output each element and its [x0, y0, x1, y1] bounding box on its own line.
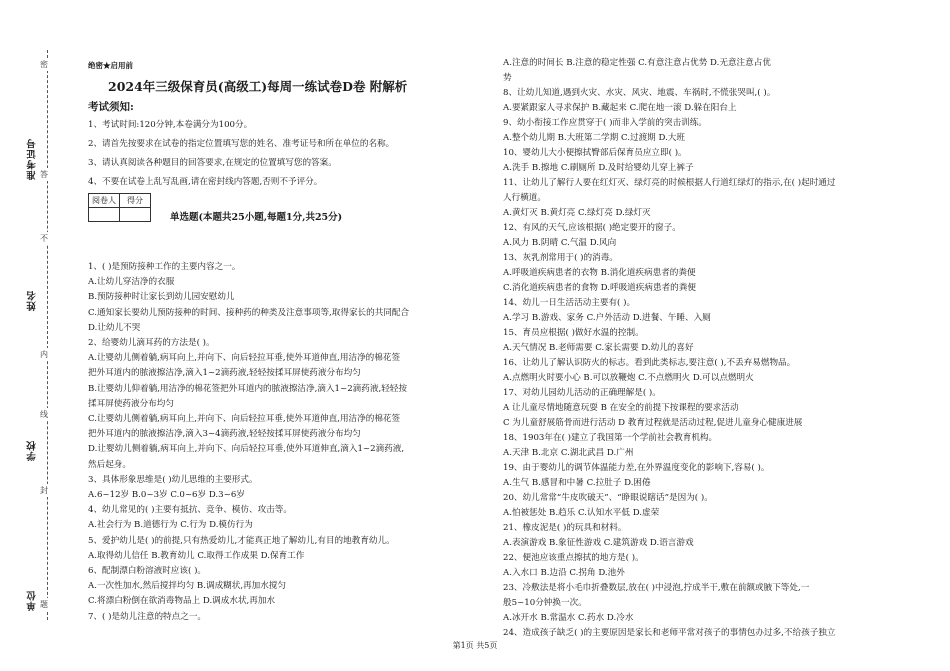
notice-item: 3、请认真阅读各种题目的回答要求,在规定的位置填写您的答案。 — [88, 158, 337, 168]
question-line: 5、爱护幼儿是( )的前提,只有热爱幼儿,才能真正地了解幼儿,有目的地教育幼儿。 — [88, 535, 395, 546]
question-line: A.表演游戏 B.象征性游戏 C.建筑游戏 D.语言游戏 — [503, 538, 694, 548]
question-line: A.入水口 B.边沿 C.拐角 D.池外 — [503, 568, 625, 578]
question-line: 把外耳道内的脓液擦洁净,滴入1~2滴药液,轻轻按揉耳屏使药液分布均匀 — [88, 368, 361, 379]
gutter-label-exam-number: 准考证号 — [27, 138, 38, 180]
notice-item: 1、考试时间:120分钟,本卷满分为100分。 — [88, 120, 253, 130]
question-line: 人行横道。 — [503, 193, 546, 203]
question-line: 16、让幼儿了解认识防火的标志。看到此类标志,要注意( ),不丢弃易燃物品。 — [503, 358, 796, 368]
question-line: B.让婴幼儿仰着躺,用洁净的棉花签把外耳道内的脓液擦洁净,滴入1~2滴药液,轻轻按 — [88, 383, 407, 394]
question-line: 22、便池应该重点擦拭的地方是( )。 — [503, 553, 644, 563]
question-line: A.要紧跟家人寻求保护 B.藏起来 C.爬在地一滚 D.躲在阳台上 — [503, 103, 737, 113]
question-line: 23、冷敷法是将小毛巾折叠数层,放在( )中浸泡,拧成半干,敷在前额或腋下等处,一 — [503, 583, 810, 593]
question-line: 般5~10分钟换一次。 — [503, 598, 587, 608]
question-line: 4、幼儿常见的( )主要有抵抗、竞争、模仿、攻击等。 — [88, 505, 292, 516]
question-line: A 让儿童尽情地随意玩耍 B 在安全的前提下按课程的要求活动 — [503, 403, 739, 413]
gutter-label-unit: 单位 — [27, 590, 38, 611]
question-line: A.一次性加水,然后搅拌均匀 B.调成糊状,再加水搅匀 — [88, 581, 287, 592]
question-line: A.呼吸道疾病患者的衣物 B.消化道疾病患者的粪便 — [503, 268, 696, 278]
question-line: 7、( )是幼儿注意的特点之一。 — [88, 611, 207, 622]
question-line: C.通知家长要幼儿预防接种的时间、接种药的种类及注意事项等,取得家长的共同配合 — [88, 307, 410, 318]
question-line: 19、由于婴幼儿的调节体温能力差,在外界温度变化的影响下,容易( )。 — [503, 463, 770, 473]
question-line: 10、婴幼儿大小便擦拭臀部后保育员应立即( )。 — [503, 148, 687, 158]
question-line: B.预防接种时让家长到幼儿园安慰幼儿 — [88, 292, 235, 303]
question-line: 13、灰乳剂常用于( )的消毒。 — [503, 253, 618, 263]
question-line: 势 — [503, 73, 512, 83]
question-line: 2、给婴幼儿滴耳药的方法是( )。 — [88, 338, 215, 348]
notice-item: 2、请首先按要求在试卷的指定位置填写您的姓名、准考证号和所在单位的名称。 — [88, 139, 395, 149]
seal-mark-xian: 线 — [40, 410, 48, 419]
question-line: C.将漂白粉倒在欲消毒物品上 D.调成水状,再加水 — [88, 596, 276, 607]
page-number: 第1页 共5页 — [452, 641, 498, 650]
seal-mark-nei: 内 — [40, 350, 48, 359]
gutter-label-school: 学校 — [27, 440, 38, 461]
question-line: 9、幼小衔接工作应贯穿于( )而非入学前的突击训练。 — [503, 118, 707, 128]
question-line: 20、幼儿常常“牛皮吹破天”、“睁眼说瞎话”是因为( )。 — [503, 493, 713, 503]
section-heading: 单选题(本题共25小题,每题1分,共25分) — [170, 212, 343, 223]
question-line: A.让幼儿穿洁净的衣服 — [88, 277, 175, 288]
seal-mark-bu: 不 — [40, 234, 48, 243]
question-line: A.黄灯灭 B.黄灯亮 C.绿灯亮 D.绿灯灭 — [503, 208, 651, 218]
gutter-label-name: 姓名 — [27, 290, 38, 311]
question-line: C 为儿童舒展筋骨而进行活动 D 教育过程就是活动过程,促进儿童身心健康进展 — [503, 418, 803, 428]
question-line: 揉耳屏使药液分布均匀 — [88, 398, 174, 409]
question-line: D.让幼儿不哭 — [88, 322, 141, 333]
question-line: A.怕被惩处 B.趋乐 C.认知水平低 D.虚荣 — [503, 508, 660, 518]
question-line: A.风力 B.阴晴 C.气温 D.风向 — [503, 238, 617, 248]
question-line: 14、幼儿一日生活活动主要有( )。 — [503, 298, 636, 308]
question-line: A.整个幼儿期 B.大班第二学期 C.过渡期 D.大班 — [503, 133, 685, 143]
seal-gutter — [0, 0, 80, 671]
question-line: A.洗手 B.擦地 C.刷厕所 D.及时给婴幼儿穿上裤子 — [503, 163, 694, 173]
notice-item: 4、不要在试卷上乱写乱画,请在密封线内答题,否则不予评分。 — [88, 177, 323, 187]
question-line: 11、让幼儿了解行人要在红灯灭、绿灯亮的时候根据人行道红绿灯的指示,在( )起时通过 — [503, 178, 836, 188]
seal-line — [47, 50, 48, 620]
seal-mark-feng: 封 — [40, 486, 48, 495]
question-line: 8、让幼儿知道,遇到火灾、水灾、风灾、地震、车祸时,不慌张哭叫,( )。 — [503, 88, 776, 98]
question-line: 17、对幼儿园幼儿活动的正确理解是( )。 — [503, 388, 661, 398]
question-line: 3、具体形象思维是( )幼儿思维的主要形式。 — [88, 474, 258, 485]
question-line: C.消化道疾病患者的食物 D.呼吸道疾病患者的粪便 — [503, 283, 696, 293]
question-line: 24、造成孩子缺乏( )的主要原因是家长和老师平常对孩子的事情包办过多,不给孩子独立 — [503, 628, 836, 638]
question-line: D.让婴幼儿侧着躺,病耳向上,并向下、向后轻拉耳垂,使外耳道伸直,滴入1~2滴药液, — [88, 444, 405, 455]
question-line: A.点燃明火时要小心 B.可以放鞭炮 C.不点燃明火 D.可以点燃明火 — [503, 373, 754, 383]
score-table — [88, 193, 151, 222]
question-line: 6、配制漂白粉溶液时应该( )。 — [88, 566, 207, 576]
question-line: A.学习 B.游戏、家务 C.户外活动 D.进餐、午睡、入厕 — [503, 313, 711, 323]
question-line: A.天气情况 B.老师需要 C.家长需要 D.幼儿的喜好 — [503, 343, 694, 353]
score-table-score-cell[interactable] — [120, 208, 151, 222]
notice-heading: 考试须知: — [88, 101, 134, 113]
question-line: A.天津 B.北京 C.湖北武昌 D.广州 — [503, 448, 634, 458]
question-line: C.让婴幼儿侧着躺,病耳向上,并向下、向后轻拉耳垂,使外耳道伸直,用洁净的棉花签 — [88, 414, 401, 424]
seal-mark-mi: 密 — [40, 60, 48, 69]
question-line: 18、1903年在( )建立了我国第一个学前社会教育机构。 — [503, 433, 718, 443]
secret-label: 绝密★启用前 — [88, 61, 133, 70]
score-table-grader-cell[interactable] — [89, 208, 120, 222]
question-line: A.冰开水 B.常温水 C.药水 D.冷水 — [503, 613, 634, 623]
question-line: A.取得幼儿信任 B.教育幼儿 C.取得工作成果 D.保育工作 — [88, 550, 305, 561]
question-line: 然后起身。 — [88, 459, 131, 470]
question-line: A.让婴幼儿侧着躺,病耳向上,并向下、向后轻拉耳垂,使外耳道伸直,用洁净的棉花签 — [88, 353, 401, 364]
question-line: A.注意的时间长 B.注意的稳定性强 C.有意注意占优势 D.无意注意占优 — [503, 58, 771, 68]
seal-mark-ti: 题 — [40, 600, 48, 609]
question-line: 12、有风的天气,应该根据( )绝定要开的窗子。 — [503, 223, 681, 233]
question-line: A.生气 B.感冒和中暑 C.拉肚子 D.困倦 — [503, 478, 651, 488]
question-line: 15、育员应根据( )做好水温的控制。 — [503, 328, 644, 338]
question-line: 1、( )是预防接种工作的主要内容之一。 — [88, 262, 241, 272]
question-line: A.6~12岁 B.0~3岁 C.0~6岁 D.3~6岁 — [88, 490, 245, 500]
seal-mark-da: 答 — [40, 170, 48, 179]
question-line: 把外耳道内的脓液擦洁净,滴入3~4滴药液,轻轻按揉耳屏使药液分布均匀 — [88, 429, 361, 440]
question-line: A.社会行为 B.道德行为 C.行为 D.模仿行为 — [88, 520, 253, 531]
question-line: 21、橡皮泥是( )的玩具和材料。 — [503, 523, 627, 533]
score-table-grader-header: 阅卷人 — [89, 194, 120, 208]
page-title: 2024年三级保育员(高级工)每周一练试卷D卷 附解析 — [108, 79, 408, 94]
score-table-score-header: 得分 — [120, 194, 151, 208]
